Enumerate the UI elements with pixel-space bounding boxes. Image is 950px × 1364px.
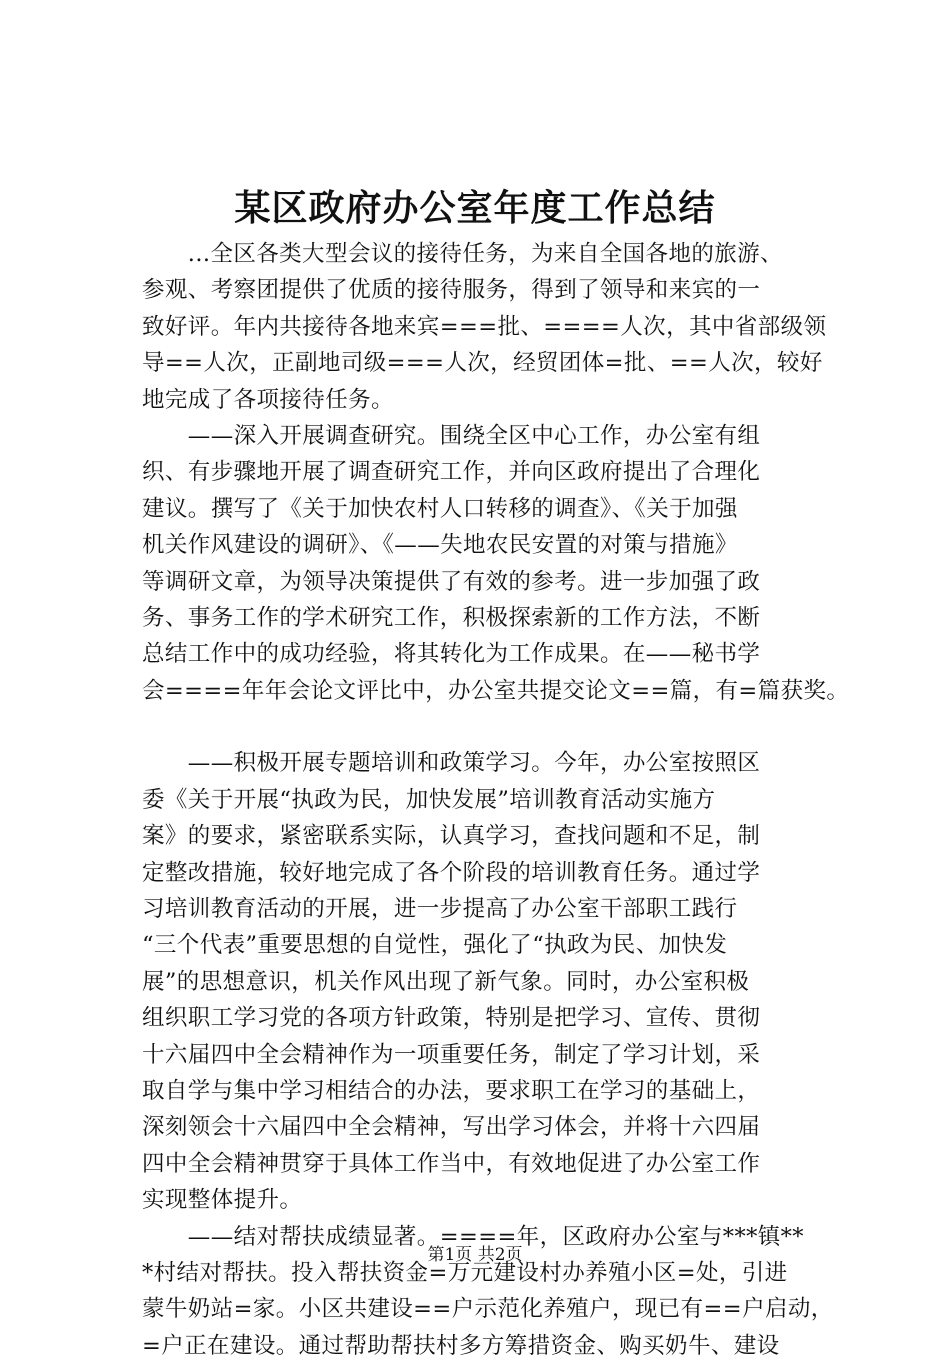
- body-line: 地完成了各项接待任务。: [142, 386, 394, 413]
- body-line: =户正在建设。通过帮助帮扶村多方筹措资金、购买奶牛、建设: [142, 1332, 780, 1359]
- document-title: 某区政府办公室年度工作总结: [234, 187, 716, 229]
- body-line: ...全区各类大型会议的接待任务，为来自全国各地的旅游、: [142, 241, 783, 267]
- blank-line: [142, 709, 852, 745]
- body-line: 机关作风建设的调研》、《——失地农民安置的对策与措施》: [142, 532, 738, 559]
- body-line: ——结对帮扶成绩显著。====年，区政府办公室与***镇**: [142, 1223, 804, 1250]
- body-line: 等调研文章，为领导决策提供了有效的参考。进一步加强了政: [142, 568, 761, 595]
- body-line: 案》的要求，紧密联系实际，认真学习，查找问题和不足，制: [142, 823, 761, 850]
- body-line: 十六届四中全会精神作为一项重要任务，制定了学习计划，采: [142, 1041, 761, 1068]
- body-line: 委《关于开展“执政为民，加快发展”培训教育活动实施方: [142, 786, 716, 813]
- body-line: 取自学与集中学习相结合的办法，要求职工在学习的基础上，: [142, 1077, 761, 1104]
- body-line: 蒙牛奶站=家。小区共建设==户示范化养殖户，现已有==户启动，: [142, 1296, 834, 1323]
- page-number-footer: 第1页 共2页: [427, 1245, 523, 1265]
- body-line: 实现整体提升。: [142, 1187, 303, 1214]
- body-line: 建议。撰写了《关于加快农村人口转移的调查》、《关于加强: [142, 495, 738, 522]
- body-line: 展”的思想意识，机关作风出现了新气象。同时，办公室积极: [142, 968, 750, 995]
- body-line: 总结工作中的成功经验，将其转化为工作成果。在——秘书学: [142, 641, 761, 668]
- body-line: 织、有步骤地开展了调查研究工作，并向区政府提出了合理化: [142, 459, 761, 486]
- body-line: 参观、考察团提供了优质的接待服务，得到了领导和来宾的一: [142, 277, 761, 304]
- body-line: 定整改措施，较好地完成了各个阶段的培训教育任务。通过学: [142, 859, 761, 886]
- body-line: 四中全会精神贯穿于具体工作当中，有效地促进了办公室工作: [142, 1150, 761, 1177]
- body-line: 习培训教育活动的开展，进一步提高了办公室干部职工践行: [142, 896, 738, 923]
- body-line: *村结对帮扶。投入帮扶资金=万元建设村办养殖小区=处，引进: [142, 1259, 788, 1286]
- body-line: 深刻领会十六届四中全会精神，写出学习体会，并将十六四届: [142, 1114, 761, 1141]
- body-line: 导==人次，正副地司级===人次，经贸团体=批、==人次，较好: [142, 350, 823, 377]
- body-line: 会====年年会论文评比中，办公室共提交论文==篇，有=篇获奖。: [142, 677, 850, 704]
- body-line: ——积极开展专题培训和政策学习。今年，办公室按照区: [142, 750, 761, 777]
- body-line: ——深入开展调查研究。围绕全区中心工作，办公室有组: [142, 422, 761, 449]
- document-body: [142, 236, 852, 1364]
- body-line: 组织职工学习党的各项方针政策，特别是把学习、宣传、贯彻: [142, 1005, 761, 1032]
- body-line: 致好评。年内共接待各地来宾===批、====人次，其中省部级领: [142, 313, 827, 340]
- body-line: “三个代表”重要思想的自觉性，强化了“执政为民、加快发: [142, 932, 728, 959]
- body-line: 务、事务工作的学术研究工作，积极探索新的工作方法，不断: [142, 604, 761, 631]
